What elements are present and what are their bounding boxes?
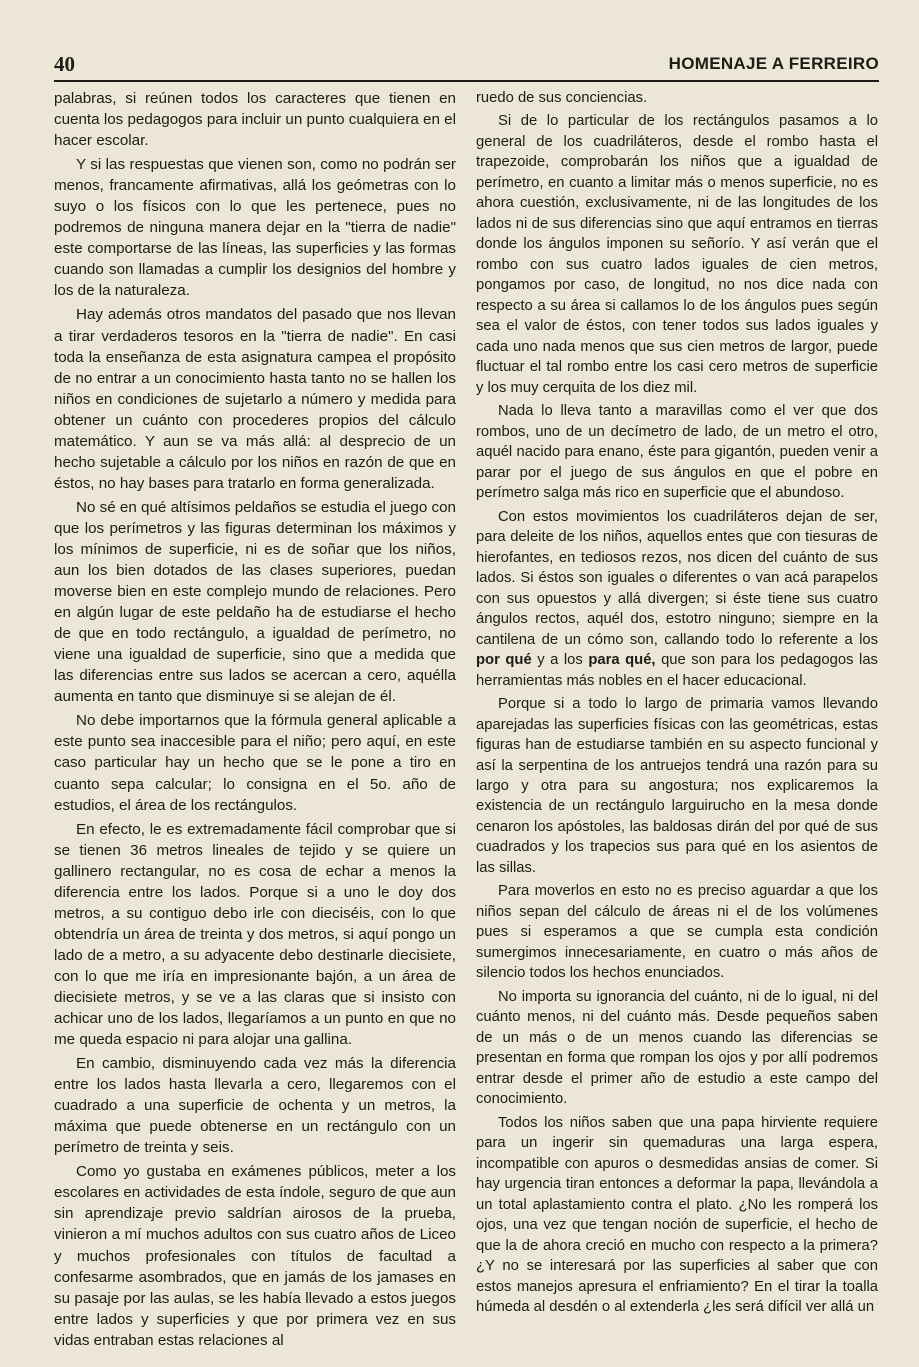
page-header	[54, 52, 879, 82]
paragraph: Para moverlos en esto no es preciso aguardar a que los niños sepan del cálculo de áreas ni el de los volúmenes pues si esperamos a que se cumpla esta condición sumergimos innecesariamente, en cuatro o más años de silencio todos los hechos enunciados.	[476, 883, 878, 982]
paragraph: Porque si a todo lo largo de primaria vamos llevando aparejadas las superficies físicas con las geométricas, estas figuras han de estudiarse también en su aspecto funcional y así la serpentina de los antruejos tendrá una razón para su largo y otra para su angostura; nos explicaremos la existencia de un rectángulo larguirucho en la mesa donde cenaron los apóstoles, las baldosas dirán del por qué de sus cuadrados y los trapecios sus para qué en los asientos de las sillas.	[476, 696, 878, 876]
running-title: HOMENAJE A FERREIRO	[668, 54, 879, 73]
paragraph: En cambio, disminuyendo cada vez más la diferencia entre los lados hasta llevarla a cero, llegaremos con el cuadrado a una superficie de ochenta y un metros, la máxima que puede obtenerse en un rectángulo con un perímetro de treinta y seis.	[54, 1055, 456, 1157]
paragraph: Hay además otros mandatos del pasado que nos llevan a tirar verdaderos tesoros en la "tierra de nadie". En casi toda la enseñanza de esta asignatura campea el propósito de no entrar a un conocimiento hasta tanto no se hallen los niños en condiciones de sujetarlo a número y medida para obtener un cuánto con procederes propios del cálculo matemático. Y aun se va más allá: al desprecio de un hecho sujetable a cálculo por los niños en razón de que en éstos, no hay bases para tratarlo en forma generalizada.	[54, 306, 456, 492]
left-column	[54, 88, 456, 1358]
paragraph: Nada lo lleva tanto a maravillas como el ver que dos rombos, uno de un decímetro de lado, de un metro el otro, aquél nacido para enano, éste para gigantón, pueden venir a parar por el juego de sus ángulos en que el pobre en perímetro salga más rico en superficie que el abundoso.	[476, 403, 878, 502]
paragraph: ruedo de sus conciencias.	[476, 90, 648, 106]
bold-phrase: para qué,	[588, 652, 656, 669]
bold-phrase: por qué	[476, 652, 532, 669]
paragraph: En efecto, le es extremadamente fácil comprobar que si se tienen 36 metros lineales de tejido y se quiere un gallinero rectangular, no es cosa de echar a menos la diferencia entre los lados. Porque si a uno le doy dos metros, a su contiguo debo irle con dieciséis, con lo que obtendría un área de treinta y dos metros, si aquí pongo un lado de a metro, a su adyacente debo destinarle diecisiete, con lo que me iría en impresionante bajón, a un área de diecisiete metros, y se ve a las claras que si insisto con achicar uno de los lados, llegaríamos a un punto en que no me queda espacio ni para alojar una gallina.	[54, 820, 456, 1049]
paragraph: No sé en qué altísimos peldaños se estudia el juego con que los perímetros y las figuras determinan los máximos y los mínimos de superficie, ni es de soñar que los niños, aun los bien dotados de las clases superiores, puedan moverse bien en este complejo mundo de relaciones. Pero en algún lugar de este peldaño ha de estudiarse el hecho de que en todo rectángulo, a igualdad de perímetro, no viene una igualdad de superficie, sino que a medida que las diferencias entre sus lados se acercan a cero, aquélla aumenta en tanto que disminuye si se alejan de él.	[54, 498, 456, 706]
text-run: que son para los pedagogos las herramientas más nobles en el hacer educacional.	[476, 652, 878, 689]
right-column	[476, 88, 878, 1358]
paragraph: No importa su ignorancia del cuánto, ni de lo igual, ni del cuánto menos, ni del cuánto más. Desde pequeños saben de un más o de un menos cuando las diferencias se presentan en forma que rompan los ojos y por allí podremos entrar desde el primer año de estudio a este campo del conocimiento.	[476, 988, 878, 1108]
text-run: y a los	[537, 652, 583, 669]
paragraph: No debe importarnos que la fórmula general aplicable a este punto sea inaccesible para el niño; pero aquí, en este caso particular hay un hecho que se le pone a tiro en cuanto sepa calcular; lo consigna en el 5o. año de estudios, el área de los rectángulos.	[54, 712, 456, 814]
text-run: Con estos movimientos los cuadriláteros dejan de ser, para deleite de los niños, aquellos entes que con tiesuras de hierofantes, en tediosos rezos, nos dicen del cuánto de sus lados. Si éstos son iguales o diferentes o van acá parapelos con sus opuestos y allá divergen; si éste tiene sus cuatro ángulos rectos, aquél dos, estotro ninguno; siempre en la cantilena de un cómo son, callando todo lo referente a los	[476, 508, 878, 648]
paragraph: Todos los niños saben que una papa hirviente requiere para un ingerir sin quemaduras una larga espera, incompatible con apuros o desmedidas ansias de comer. Si hay urgencia tiran entonces a deformar la papa, llevándola a un total aplastamiento contra el plato. ¿No les romperá los ojos, una vez que tengan noción de superficie, el hecho de que la de ahora creció en mucho con respecto a la primera? ¿Y no se interesará por las superficies al saber que con estos manejos apresura el enfriamiento? En el tirar la toalla húmeda al desdén o al extenderla ¿les será difícil ver allá un	[476, 1114, 878, 1316]
paragraph: Y si las respuestas que vienen son, como no podrán ser menos, francamente afirmativas, allá los geómetras con lo suyo o los físicos con lo que les pertenece, pues no podremos de ninguna manera dejar en la "tierra de nadie" este comportarse de las líneas, las superficies y las formas cuando son llamadas a cumplir los designios del hombre y los de la naturaleza.	[54, 156, 456, 300]
paragraph: Si de lo particular de los rectángulos pasamos a lo general de los cuadriláteros, desde el rombo hasta el trapezoide, comprobarán los niños que a igualdad de perímetro, en cuanto a limitar más o menos superficie, no es ahora cuestión, exclusivamente, ni de las longitudes de los lados ni de sus diferencias sino que aquí entramos en tierras donde los ángulos imponen su señorío. Y así verán que el rombo con sus cuatro lados iguales de cien metros, pongamos por caso, de longitud, no nos dice nada con respecto a su área si callamos lo de los ángulos pues según sea el valor de éstos, con tener todos sus lados iguales y cada uno nada menos que sus cien metros de largor, puede fluctuar el tal rombo entre los casi cero metros de superficie y los muy cerquita de los diez mil.	[476, 113, 878, 396]
page-number: 40	[54, 52, 75, 76]
paragraph-quadrilaterals	[476, 507, 878, 691]
paragraph: Como yo gustaba en exámenes públicos, meter a los escolares en actividades de esta índole, seguro de que aun sin aprendizaje previo saldrían airosos de la prueba, vinieron a mí muchos adultos con sus cuatro años de Liceo y muchos profesionales con títulos de facultad a confesarme asombrados, que en jamás de los jamases en su pasaje por las aulas, se les había llevado a estos juegos entre lados y superficies y que por primera vez en sus vidas entraban estas relaciones al	[54, 1163, 456, 1349]
paragraph: palabras, si reúnen todos los caracteres que tienen en cuenta los pedagogos para incluir un punto cualquiera en el hacer escolar.	[54, 90, 456, 150]
